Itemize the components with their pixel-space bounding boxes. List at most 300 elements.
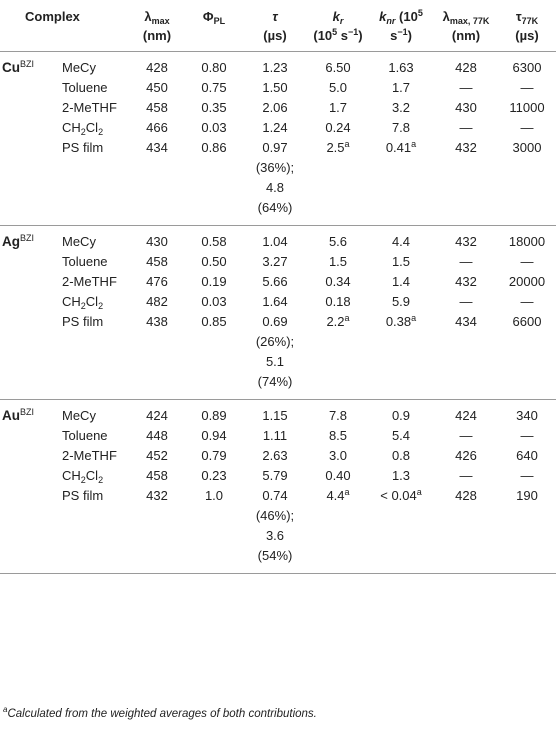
cell-tau-value: 1.04: [262, 234, 288, 249]
complex-cell: [0, 486, 52, 574]
cell-knr: [368, 312, 434, 400]
cell-lambda-max: [128, 446, 186, 466]
cell-tau: [242, 98, 308, 118]
solvent-cell: [52, 486, 128, 574]
cell-knr: [368, 138, 434, 226]
cell-kr-value: 0.24: [325, 120, 351, 135]
cell-kr: [308, 52, 368, 79]
cell-kr: [308, 98, 368, 118]
cell-lambda-max: [128, 78, 186, 98]
cell-tau: [242, 272, 308, 292]
solvent-name: MeCy: [62, 234, 96, 249]
solvent-cell: [52, 272, 128, 292]
cell-kr-value: 0.40: [325, 468, 351, 483]
cell-tau-77k-value: 6600: [512, 314, 542, 329]
cell-phi-pl: [186, 252, 242, 272]
cell-kr-value: 2.5: [326, 140, 345, 155]
complex-cell: [0, 52, 52, 79]
table-row: [0, 292, 556, 312]
cell-knr-value: 7.8: [391, 120, 411, 135]
cell-tau-77k-value: 3000: [512, 140, 542, 155]
cell-lambda-77k: [434, 466, 498, 486]
cell-lambda-max-value: 458: [146, 468, 168, 483]
cell-phi-pl: [186, 426, 242, 446]
cell-kr: [308, 252, 368, 272]
cell-lambda-max: [128, 226, 186, 253]
cell-kr: [308, 486, 368, 574]
complex-cell: [0, 400, 52, 427]
cell-lambda-77k: [434, 426, 498, 446]
cell-lambda-max-value: 430: [146, 234, 168, 249]
cell-lambda-77k: [434, 400, 498, 427]
cell-kr: [308, 312, 368, 400]
cell-tau-77k: [498, 78, 556, 98]
header-complex: Complex: [25, 9, 80, 24]
solvent-subscript: 2: [98, 475, 104, 485]
complex-cell: [0, 226, 52, 253]
cell-kr-value: 1.5: [328, 254, 348, 269]
header-lambda-max: $\lambda_{max}$ (nm): [142, 9, 172, 43]
cell-tau-77k-value: 6300: [512, 60, 542, 75]
cell-tau: [242, 226, 308, 253]
cell-phi-pl: [186, 272, 242, 292]
cell-phi-pl-value: 0.23: [201, 468, 227, 483]
cell-lambda-77k: [434, 292, 498, 312]
table-row: [0, 312, 556, 400]
table-row: [0, 426, 556, 446]
cell-knr-value: 1.4: [391, 274, 411, 289]
cell-tau: [242, 118, 308, 138]
cell-phi-pl: [186, 400, 242, 427]
cell-knr: [368, 426, 434, 446]
cell-tau-77k: [498, 292, 556, 312]
solvent-name-tail: Cl: [85, 120, 99, 135]
cell-tau-value: 0.69 (26%); 5.1 (74%): [255, 314, 295, 389]
cell-phi-pl-value: 0.80: [201, 60, 227, 75]
solvent-cell: [52, 252, 128, 272]
cell-phi-pl: [186, 138, 242, 226]
cell-lambda-77k-value: —: [459, 80, 473, 95]
table-row: [0, 486, 556, 574]
cell-phi-pl: [186, 486, 242, 574]
solvent-name: CH: [62, 468, 81, 483]
cell-lambda-77k: [434, 446, 498, 466]
cell-kr-value: 1.7: [328, 100, 348, 115]
cell-lambda-max: [128, 272, 186, 292]
complex-cell: [0, 118, 52, 138]
cell-knr: [368, 98, 434, 118]
complex-cell: [0, 138, 52, 226]
cell-lambda-max-value: 482: [146, 294, 168, 309]
cell-kr-value: 5.6: [328, 234, 348, 249]
complex-name: Cu: [2, 60, 20, 75]
cell-lambda-77k-value: 432: [455, 234, 477, 249]
cell-kr: [308, 78, 368, 98]
cell-tau-77k-value: —: [520, 120, 534, 135]
solvent-cell: [52, 400, 128, 427]
header-tau-77k: $\tau_{77K}$ (µs): [515, 9, 539, 43]
cell-tau-77k-value: —: [520, 428, 534, 443]
cell-kr: [308, 426, 368, 446]
cell-kr-value: 7.8: [328, 408, 348, 423]
cell-knr-value: 0.38: [385, 314, 412, 329]
cell-tau-77k: [498, 118, 556, 138]
complex-cell: [0, 426, 52, 446]
cell-tau-77k: [498, 252, 556, 272]
cell-lambda-77k-value: —: [459, 294, 473, 309]
cell-knr-value: 5.9: [391, 294, 411, 309]
cell-knr: [368, 400, 434, 427]
cell-tau-77k-value: —: [520, 80, 534, 95]
solvent-subscript: 2: [98, 301, 104, 311]
cell-tau: [242, 252, 308, 272]
cell-phi-pl-value: 0.86: [201, 140, 227, 155]
solvent-cell: [52, 312, 128, 400]
complex-superscript: BZI: [20, 59, 35, 69]
cell-tau: [242, 52, 308, 79]
table-row: [0, 400, 556, 427]
complex-superscript: BZI: [20, 233, 35, 243]
cell-tau-77k-value: 640: [516, 448, 538, 463]
cell-lambda-77k: [434, 272, 498, 292]
cell-tau-77k-value: —: [520, 468, 534, 483]
cell-phi-pl: [186, 466, 242, 486]
cell-tau: [242, 312, 308, 400]
cell-knr: [368, 78, 434, 98]
cell-lambda-77k-value: —: [459, 120, 473, 135]
cell-tau: [242, 426, 308, 446]
cell-lambda-max: [128, 98, 186, 118]
header-kr: $k_r$ ($10^5$ $s^{-1}$): [313, 9, 363, 43]
cell-tau-77k-value: —: [520, 254, 534, 269]
cell-tau-value: 1.23: [262, 60, 288, 75]
header-row: [0, 0, 556, 52]
cell-tau-value: 1.50: [262, 80, 288, 95]
cell-lambda-77k: [434, 486, 498, 574]
cell-tau-77k: [498, 52, 556, 79]
cell-lambda-77k: [434, 252, 498, 272]
solvent-cell: [52, 292, 128, 312]
solvent-name: MeCy: [62, 60, 96, 75]
solvent-cell: [52, 52, 128, 79]
table-row: [0, 446, 556, 466]
cell-tau-77k-value: —: [520, 294, 534, 309]
cell-tau-77k: [498, 400, 556, 427]
cell-tau-value: 2.06: [262, 100, 288, 115]
cell-tau-value: 5.79: [262, 468, 288, 483]
cell-lambda-max: [128, 138, 186, 226]
cell-lambda-max-value: 434: [146, 140, 168, 155]
cell-lambda-max-value: 452: [146, 448, 168, 463]
cell-lambda-77k: [434, 138, 498, 226]
cell-knr: [368, 446, 434, 466]
solvent-name: Toluene: [62, 254, 108, 269]
cell-lambda-77k-value: 434: [455, 314, 477, 329]
cell-tau-77k: [498, 466, 556, 486]
cell-knr-value: 5.4: [391, 428, 411, 443]
cell-lambda-max-value: 450: [146, 80, 168, 95]
cell-kr: [308, 446, 368, 466]
cell-lambda-77k-value: —: [459, 468, 473, 483]
cell-lambda-max: [128, 292, 186, 312]
solvent-cell: [52, 118, 128, 138]
table-footnote: $^a$Calculated from the weighted averages of both contributions.: [3, 705, 317, 720]
cell-tau: [242, 78, 308, 98]
footnote-marker: a: [344, 487, 350, 497]
cell-knr: [368, 272, 434, 292]
cell-tau-77k: [498, 446, 556, 466]
cell-tau-77k-value: 20000: [508, 274, 546, 289]
cell-phi-pl: [186, 52, 242, 79]
cell-lambda-max: [128, 466, 186, 486]
cell-kr-value: 6.50: [325, 60, 351, 75]
cell-knr-value: 1.3: [391, 468, 411, 483]
cell-knr-value: 1.5: [391, 254, 411, 269]
solvent-name: MeCy: [62, 408, 96, 423]
cell-kr: [308, 118, 368, 138]
complex-group: [0, 400, 556, 574]
cell-tau: [242, 400, 308, 427]
cell-phi-pl-value: 0.89: [201, 408, 227, 423]
solvent-name: PS film: [62, 314, 104, 329]
cell-lambda-max-value: 466: [146, 120, 168, 135]
solvent-cell: [52, 138, 128, 226]
solvent-name-tail: Cl: [85, 468, 99, 483]
cell-tau-77k-value: 340: [516, 408, 538, 423]
solvent-name: Toluene: [62, 80, 108, 95]
cell-kr: [308, 138, 368, 226]
cell-lambda-max-value: 448: [146, 428, 168, 443]
cell-tau-77k: [498, 486, 556, 574]
cell-tau-value: 2.63: [262, 448, 288, 463]
complex-cell: [0, 466, 52, 486]
cell-knr: [368, 292, 434, 312]
cell-tau: [242, 446, 308, 466]
cell-lambda-max: [128, 400, 186, 427]
cell-tau-77k: [498, 226, 556, 253]
cell-lambda-77k: [434, 312, 498, 400]
cell-lambda-max: [128, 312, 186, 400]
cell-phi-pl-value: 0.50: [201, 254, 227, 269]
cell-tau-value: 0.74 (46%); 3.6 (54%): [255, 488, 295, 563]
header-lambda-77k: $\lambda_{max, 77K}$ (nm): [442, 9, 490, 43]
cell-tau-77k-value: 11000: [509, 100, 545, 115]
table-row: [0, 466, 556, 486]
cell-knr-value: < 0.04: [380, 488, 417, 503]
cell-lambda-max-value: 438: [146, 314, 168, 329]
cell-lambda-77k-value: 428: [455, 488, 477, 503]
solvent-name: PS film: [62, 140, 104, 155]
solvent-name: PS film: [62, 488, 104, 503]
cell-tau-77k-value: 190: [516, 488, 538, 503]
complex-cell: [0, 292, 52, 312]
cell-tau-value: 0.97 (36%); 4.8 (64%): [255, 140, 295, 215]
cell-lambda-77k-value: 430: [455, 100, 477, 115]
cell-knr: [368, 252, 434, 272]
cell-tau-77k: [498, 98, 556, 118]
cell-tau-77k: [498, 426, 556, 446]
cell-kr-value: 8.5: [328, 428, 348, 443]
table-row: [0, 226, 556, 253]
cell-lambda-max: [128, 426, 186, 446]
cell-lambda-77k-value: 428: [455, 60, 477, 75]
solvent-name: CH: [62, 294, 81, 309]
table-row: [0, 118, 556, 138]
cell-lambda-77k-value: 426: [455, 448, 477, 463]
cell-tau-value: 1.15: [262, 408, 288, 423]
cell-lambda-max-value: 458: [146, 100, 168, 115]
solvent-name: 2-MeTHF: [62, 100, 117, 115]
cell-tau-77k-value: 18000: [508, 234, 546, 249]
cell-lambda-max: [128, 252, 186, 272]
header-phi-pl: $\Phi_{PL}$: [202, 9, 226, 26]
cell-tau: [242, 292, 308, 312]
cell-knr-value: 0.9: [391, 408, 411, 423]
footnote-marker: a: [411, 139, 417, 149]
cell-kr: [308, 292, 368, 312]
header-tau: τ (µs): [263, 9, 287, 43]
cell-tau: [242, 138, 308, 226]
cell-tau-77k: [498, 312, 556, 400]
cell-knr: [368, 486, 434, 574]
solvent-name: 2-MeTHF: [62, 274, 117, 289]
cell-knr-value: 0.8: [391, 448, 411, 463]
header-knr: $k_{nr}$ ($10^5$ $s^{-1}$): [379, 8, 423, 43]
solvent-cell: [52, 98, 128, 118]
cell-lambda-77k-value: 432: [455, 274, 477, 289]
cell-knr-value: 3.2: [391, 100, 411, 115]
cell-lambda-max-value: 424: [146, 408, 168, 423]
solvent-subscript: 2: [80, 475, 86, 485]
cell-knr-value: 1.63: [388, 60, 414, 75]
cell-knr: [368, 52, 434, 79]
table-row: [0, 78, 556, 98]
complex-group: [0, 52, 556, 226]
cell-tau-value: 3.27: [262, 254, 288, 269]
cell-lambda-max-value: 428: [146, 60, 168, 75]
complex-name: Ag: [2, 234, 20, 249]
cell-lambda-77k-value: 424: [455, 408, 477, 423]
footnote-marker: a: [344, 139, 350, 149]
cell-lambda-77k: [434, 118, 498, 138]
cell-phi-pl-value: 0.03: [201, 120, 227, 135]
solvent-subscript: 2: [80, 301, 86, 311]
cell-kr: [308, 466, 368, 486]
complex-group: [0, 226, 556, 400]
solvent-subscript: 2: [98, 127, 104, 137]
cell-knr: [368, 226, 434, 253]
cell-kr-value: 5.0: [328, 80, 348, 95]
cell-kr-value: 0.18: [325, 294, 351, 309]
cell-lambda-max: [128, 52, 186, 79]
cell-kr: [308, 400, 368, 427]
cell-knr-value: 4.4: [391, 234, 411, 249]
cell-tau-value: 1.64: [262, 294, 288, 309]
complex-cell: [0, 252, 52, 272]
cell-phi-pl-value: 0.79: [201, 448, 227, 463]
cell-phi-pl-value: 0.19: [201, 274, 227, 289]
footnote-marker: a: [416, 487, 422, 497]
cell-kr-value: 2.2: [326, 314, 345, 329]
complex-cell: [0, 78, 52, 98]
table-row: [0, 272, 556, 292]
cell-phi-pl-value: 0.58: [201, 234, 227, 249]
cell-lambda-max-value: 476: [146, 274, 168, 289]
cell-tau-77k: [498, 272, 556, 292]
complex-cell: [0, 98, 52, 118]
cell-lambda-max: [128, 486, 186, 574]
cell-lambda-77k: [434, 78, 498, 98]
complex-name: Au: [2, 408, 20, 423]
cell-lambda-77k-value: —: [459, 428, 473, 443]
cell-tau: [242, 486, 308, 574]
cell-tau-value: 5.66: [262, 274, 288, 289]
solvent-name: Toluene: [62, 428, 108, 443]
cell-knr-value: 0.41: [385, 140, 412, 155]
table-row: [0, 138, 556, 226]
complex-superscript: BZI: [20, 407, 35, 417]
cell-phi-pl-value: 0.94: [201, 428, 227, 443]
cell-phi-pl: [186, 292, 242, 312]
cell-lambda-77k: [434, 98, 498, 118]
cell-phi-pl: [186, 312, 242, 400]
cell-lambda-77k-value: 432: [455, 140, 477, 155]
solvent-name: CH: [62, 120, 81, 135]
cell-phi-pl: [186, 78, 242, 98]
complex-cell: [0, 272, 52, 292]
solvent-cell: [52, 426, 128, 446]
footnote-marker: a: [344, 313, 350, 323]
solvent-cell: [52, 226, 128, 253]
cell-knr: [368, 466, 434, 486]
cell-phi-pl: [186, 446, 242, 466]
cell-phi-pl-value: 1.0: [204, 488, 224, 503]
complex-cell: [0, 312, 52, 400]
cell-kr-value: 0.34: [325, 274, 351, 289]
table-row: [0, 52, 556, 79]
cell-tau: [242, 466, 308, 486]
cell-tau-value: 1.24: [262, 120, 288, 135]
cell-kr-value: 3.0: [328, 448, 348, 463]
cell-tau-77k: [498, 138, 556, 226]
cell-kr-value: 4.4: [326, 488, 345, 503]
cell-lambda-77k-value: —: [459, 254, 473, 269]
solvent-cell: [52, 466, 128, 486]
solvent-cell: [52, 78, 128, 98]
cell-kr: [308, 226, 368, 253]
cell-lambda-77k: [434, 226, 498, 253]
table-row: [0, 252, 556, 272]
cell-phi-pl: [186, 226, 242, 253]
cell-phi-pl: [186, 98, 242, 118]
cell-phi-pl-value: 0.75: [201, 80, 227, 95]
cell-phi-pl: [186, 118, 242, 138]
footnote-marker: a: [411, 313, 417, 323]
cell-lambda-max-value: 458: [146, 254, 168, 269]
cell-knr-value: 1.7: [391, 80, 411, 95]
cell-phi-pl-value: 0.85: [201, 314, 227, 329]
cell-tau-value: 1.11: [262, 428, 288, 443]
cell-lambda-77k: [434, 52, 498, 79]
table-row: [0, 98, 556, 118]
solvent-subscript: 2: [80, 127, 86, 137]
cell-phi-pl-value: 0.03: [201, 294, 227, 309]
complex-cell: [0, 446, 52, 466]
cell-phi-pl-value: 0.35: [201, 100, 227, 115]
cell-kr: [308, 272, 368, 292]
cell-knr: [368, 118, 434, 138]
solvent-name-tail: Cl: [85, 294, 99, 309]
